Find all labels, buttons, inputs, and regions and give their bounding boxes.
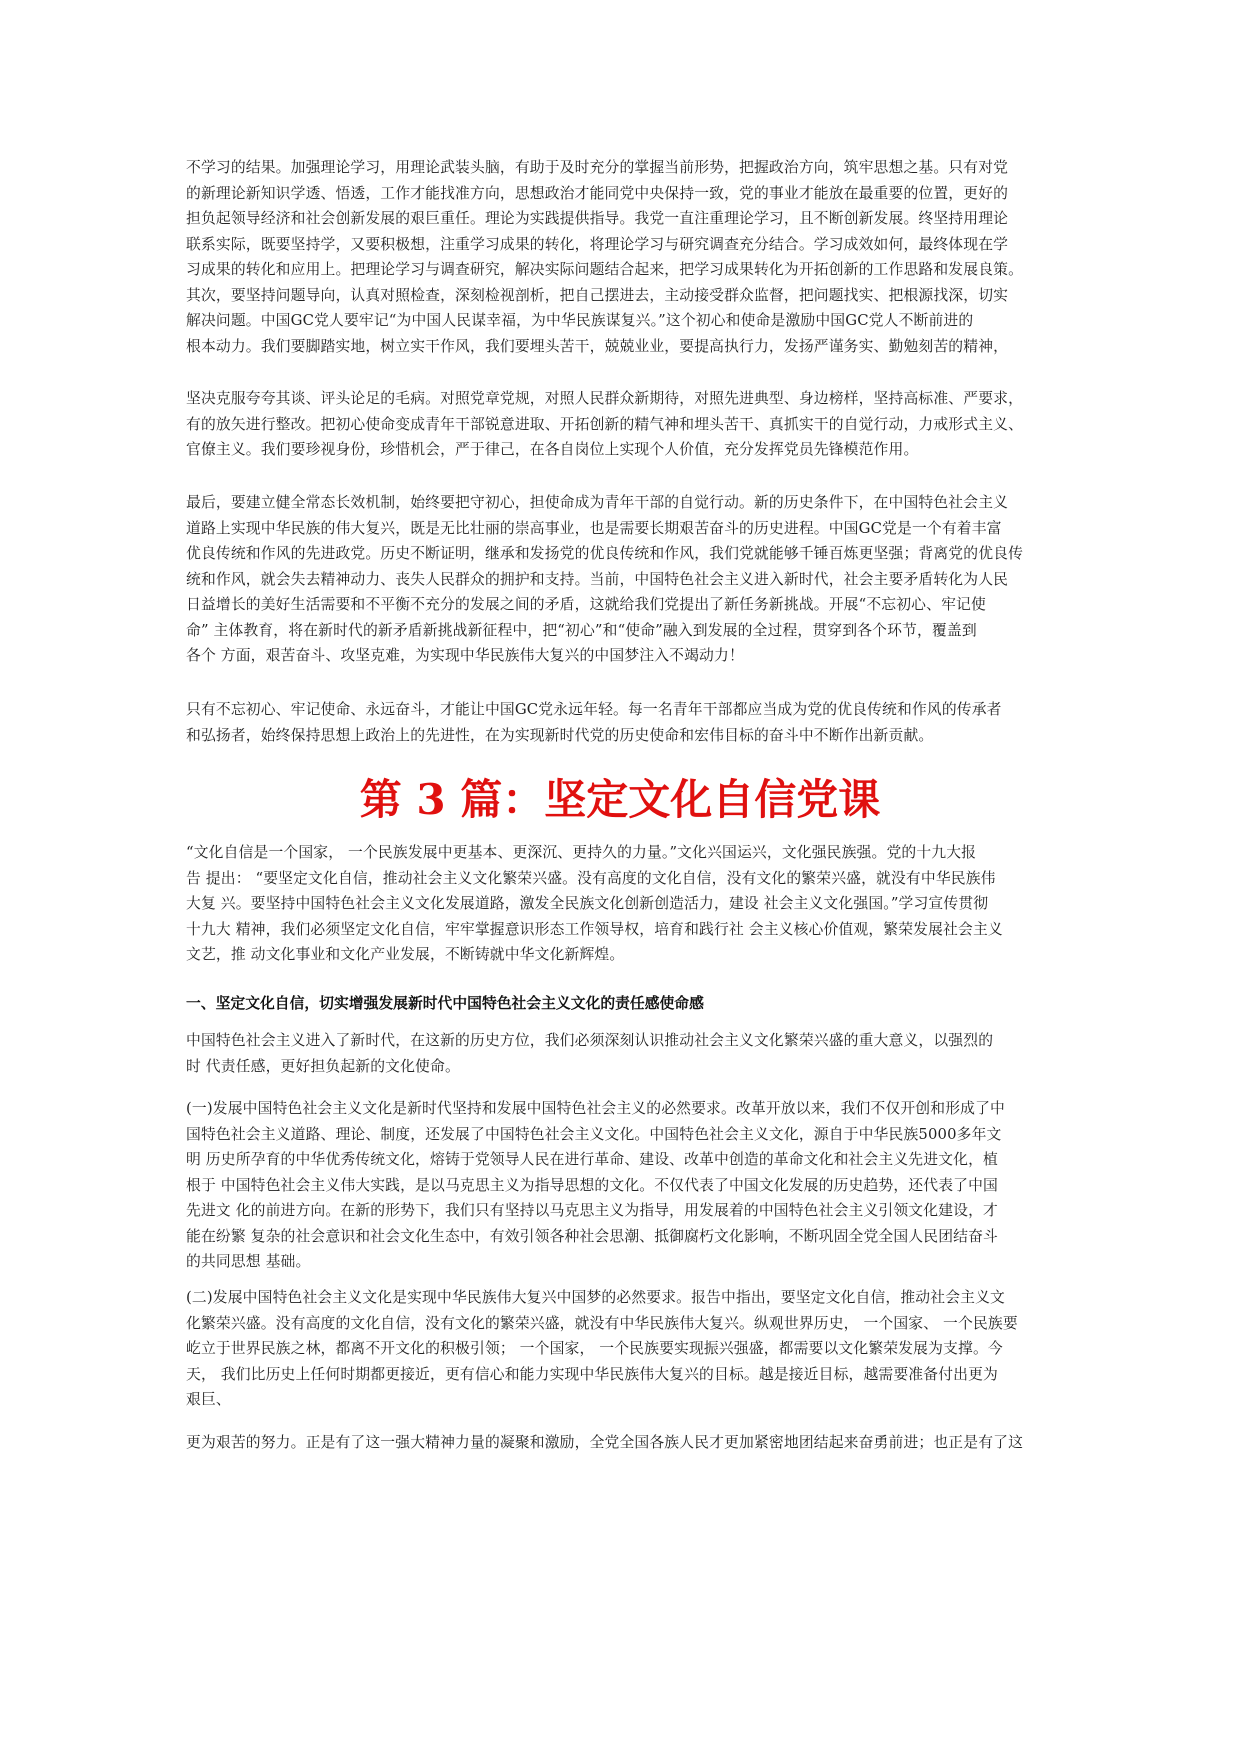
text-line: 的新理论新知识学透、悟透，工作才能找准方向，思想政治才能同党中央保持一致，党的事业才能放在最重要的位置，更好的 — [186, 184, 1009, 202]
text-line: 能在纷繁 复杂的社会意识和社会文化生态中，有效引领各种社会思潮、抵御腐朽文化影响，不断巩固全党全国人民团结奋斗 — [186, 1227, 998, 1245]
text-line: 其次，要坚持问题导向，认真对照检查，深刻检视剖析，把自己摆进去，主动接受群众监督，把问题找实、把根源找深，切实 — [186, 286, 1009, 304]
paragraph-theory-study — [186, 155, 1056, 359]
paragraph-cultural-confidence-intro — [186, 840, 1056, 968]
paragraph-conclusion — [186, 697, 1056, 748]
text-line: 时 代责任感，更好担负起新的文化使命。 — [186, 1057, 460, 1075]
text-line: 艰巨、 — [186, 1391, 231, 1408]
text-line: 联系实际，既要坚持学，又要积极想，注重学习成果的转化，将理论学习与研究调查充分结合。学习成效如何，最终体现在学 — [186, 235, 1009, 253]
text-line: 有的放矢进行整改。把初心使命变成青年干部锐意进取、开拓创新的精气神和埋头苦干、真抓实干的自觉行动，力戒形式主义、 — [186, 415, 1024, 433]
text-line: “文化自信是一个国家， 一个民族发展中更基本、更深沉、更持久的力量。”文化兴国运兴，文化强民族强。党的十九大报 — [186, 844, 977, 861]
paragraph-rectification — [186, 386, 1056, 463]
text-line: 统和作风，就会失去精神动力、丧失人民群众的拥护和支持。当前，中国特色社会主义进入新时代，社会主要矛盾转化为人民 — [186, 570, 1009, 588]
text-line: 大复 兴。要坚持中国特色社会主义文化发展道路，激发全民族文化创新创造活力，建设 社会主义文化强国。”学习宣传贯彻 — [186, 895, 989, 912]
text-line: 文艺，推 动文化事业和文化产业发展，不断铸就中华文化新辉煌。 — [186, 946, 625, 963]
text-line: (一)发展中国特色社会主义文化是新时代坚持和发展中国特色社会主义的必然要求。改革开放以来，我们不仅开创和形成了中 — [186, 1100, 1005, 1117]
text-line: 只有不忘初心、牢记使命、永远奋斗，才能让中国GC党永远年轻。每一名青年干部都应当成为党的优良传统和作风的传承者 — [186, 701, 1002, 718]
paragraph-long-term-mechanism — [186, 490, 1056, 669]
text-line: 先进文 化的前进方向。在新的形势下，我们只有坚持以马克思主义为指导，用发展着的中国特色社会主义引领文化建设，才 — [186, 1202, 998, 1219]
text-line: 十九大 精神，我们必须坚定文化自信，牢牢掌握意识形态工作领导权，培育和践行社 会主义核心价值观，繁荣发展社会主义 — [186, 920, 1003, 938]
text-line: 国特色社会主义道路、理论、制度，还发展了中国特色社会主义文化。中国特色社会主义文化，源自于中华民族5000多年文 — [186, 1125, 1002, 1143]
paragraph-point-two — [186, 1285, 1056, 1413]
text-line: 根本动力。我们要脚踏实地，树立实干作风，我们要埋头苦干，兢兢业业，要提高执行力，发扬严谨务实、勤勉刻苦的精神， — [186, 337, 1009, 355]
text-line: (二)发展中国特色社会主义文化是实现中华民族伟大复兴中国梦的必然要求。报告中指出，要坚定文化自信，推动社会主义文 — [186, 1289, 1005, 1306]
text-line: 担负起领导经济和社会创新发展的艰巨重任。理论为实践提供指导。我党一直注重理论学习，且不断创新发展。终坚持用理论 — [186, 210, 1009, 227]
text-line: 最后，要建立健全常态长效机制，始终要把守初心，担使命成为青年干部的自觉行动。新的历史条件下，在中国特色社会主义 — [186, 494, 1009, 511]
text-line: 优良传统和作风的先进政党。历史不断证明，继承和发扬党的优良传统和作风，我们党就能够千锤百炼更坚强；背离党的优良传 — [186, 545, 1024, 562]
text-line: 各个 方面，艰苦奋斗、攻坚克难，为实现中华民族伟大复兴的中国梦注入不竭动力！ — [186, 647, 744, 664]
text-line: 道路上实现中华民族的伟大复兴，既是无比壮丽的崇高事业，也是需要长期艰苦奋斗的历史进程。中国GC党是一个有着丰富 — [186, 519, 1002, 537]
text-line: 坚决克服夸夸其谈、评头论足的毛病。对照党章党规，对照人民群众新期待，对照先进典型、身边榜样，坚持高标准、严要求， — [186, 390, 1024, 407]
text-line: 更为艰苦的努力。正是有了这一强大精神力量的凝聚和激励，全党全国各族人民才更加紧密地团结起来奋勇前进；也正是有了这 — [186, 1434, 1024, 1451]
text-line: 日益增长的美好生活需要和不平衡不充分的发展之间的矛盾，这就给我们党提出了新任务新挑战。开展“不忘初心、牢记使 — [186, 596, 986, 613]
text-line: 中国特色社会主义进入了新时代，在这新的历史方位，我们必须深刻认识推动社会主义文化繁荣兴盛的重大意义，以强烈的 — [186, 1032, 994, 1049]
text-line: 告 提出： “要坚定文化自信，推动社会主义文化繁荣兴盛。没有高度的文化自信，没有文化的繁荣兴盛，就没有中华民族伟 — [186, 869, 996, 887]
text-line: 化繁荣兴盛。没有高度的文化自信，没有文化的繁荣兴盛，就没有中华民族伟大复兴。纵观世界历史， 一个国家、 一个民族要 — [186, 1314, 1018, 1332]
text-line: 天， 我们比历史上任何时期都更接近，更有信心和能力实现中华民族伟大复兴的目标。越是接近目标，越需要准备付出更为 — [186, 1365, 998, 1383]
text-line: 的共同思想 基础。 — [186, 1253, 311, 1270]
paragraph-continuation — [186, 1430, 1056, 1456]
text-line: 习成果的转化和应用上。把理论学习与调查研究，解决实际问题结合起来，把学习成果转化为开拓创新的工作思路和发展良策。 — [186, 261, 1024, 278]
text-line: 根于 中国特色社会主义伟大实践，是以马克思主义为指导思想的文化。不仅代表了中国文化发展的历史趋势，还代表了中国 — [186, 1176, 998, 1194]
section-heading: 一、坚定文化自信，切实增强发展新时代中国特色社会主义文化的责任感使命感 — [186, 995, 704, 1012]
section-title: 第 3 篇：坚定文化自信党课 — [359, 775, 881, 824]
paragraph-point-one — [186, 1096, 1056, 1275]
text-line: 官僚主义。我们要珍视身份，珍惜机会，严于律己，在各自岗位上实现个人价值，充分发挥党员先锋模范作用。 — [186, 441, 919, 458]
text-line: 和弘扬者，始终保持思想上政治上的先进性，在为实现新时代党的历史使命和宏伟目标的奋斗中不断作出新贡献。 — [186, 726, 934, 744]
text-line: 不学习的结果。加强理论学习，用理论武装头脑，有助于及时充分的掌握当前形势，把握政治方向，筑牢思想之基。只有对党 — [186, 159, 1009, 176]
text-line: 解决问题。中国GC党人要牢记“为中国人民谋幸福，为中华民族谋复兴。”这个初心和使命是激励中国GC党人不断前进的 — [186, 312, 974, 329]
text-line: 命” 主体教育，将在新时代的新矛盾新挑战新征程中，把“初心”和“使命”融入到发展的全过程，贯穿到各个环节，覆盖到 — [186, 621, 977, 639]
text-line: 明 历史所孕育的中华优秀传统文化，熔铸于党领导人民在进行革命、建设、改革中创造的革命文化和社会主义先进文化，植 — [186, 1151, 998, 1168]
paragraph-new-era — [186, 1028, 1056, 1079]
text-line: 屹立于世界民族之林，都离不开文化的积极引领； 一个国家， 一个民族要实现振兴强盛，都需要以文化繁荣发展为支撑。今 — [186, 1340, 1003, 1357]
